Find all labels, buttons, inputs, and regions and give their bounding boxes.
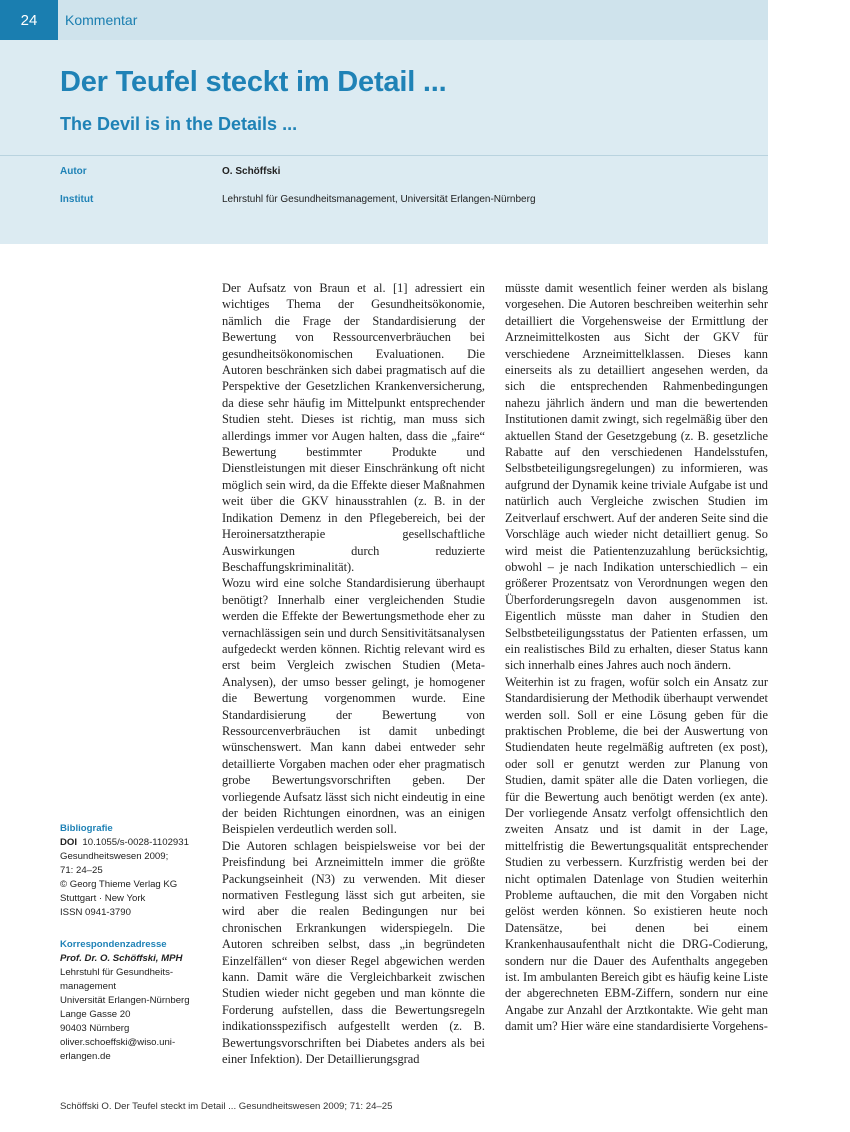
correspondence-line: Lehrstuhl für Gesundheits-	[60, 967, 174, 978]
correspondence-box	[60, 938, 210, 1064]
body-column-2	[505, 280, 768, 1035]
correspondence-line: Universität Erlangen-Nürnberg	[60, 995, 190, 1006]
author-label: Autor	[60, 166, 87, 177]
paragraph: Wozu wird eine solche Standardisierung überhaupt benötigt? Innerhalb einer vergleichenden Studie werden die Effekte der Bewertungsmethode eher zu vernachlässigen sein und durch Sensitivitätsanalysen aufgedeckt werden können. Richtig relevant wird es erst beim Vergleich zwischen Studien (Meta-Analysen), der umso besser gelingt, je homogener die Bewertung vorgenommen wurde. Eine Standardisierung der Bewertung von Ressourcenverbräuchen ist damit unbedingt wünschenswert. Man kann dabei entweder sehr detaillierte Vorgaben machen oder eher pragmatisch grobe Bewertungsvorschriften geben. Der vorliegende Aufsatz lässt sich nicht eindeutig in eine der beiden Richtungen einordnen, was an einigen Beispielen verdeutlich werden soll.	[222, 576, 485, 837]
author-name: O. Schöffski	[222, 166, 281, 177]
header-divider	[0, 155, 768, 156]
body-column-1	[222, 280, 485, 1068]
section-label: Kommentar	[65, 12, 138, 28]
doi-line	[60, 836, 210, 850]
paragraph: Der Aufsatz von Braun et al. [1] adressiert ein wichtiges Thema der Gesundheitsökonomie, nämlich die Frage der Standardisierung der Bewertung von Ressourcenverbräuchen bei gesundheitsökonomischen Evaluationen. Die Autoren beschränken sich dabei pragmatisch auf die Perspektive der Gesetzlichen Krankenversicherung, da diese sehr häufig im Mittelpunkt entsprechender Studien steht. Dieses ist richtig, man muss sich allerdings immer vor Augen halten, dass die „faire“ Bewertung bestimmter Produkte und Dienstleistungen mit dieser Einschränkung oft nicht möglich sein wird, da die Effekte dieser Maßnahmen weit über die GKV hinausstrahlen (z. B. in der Indikation Demenz in den Pflegebereich, bei der Heroinersatztherapie gesellschaftliche Auswirkungen durch reduzierte Beschaffungskriminalität).	[222, 281, 485, 574]
correspondence-heading: Korrespondenzadresse	[60, 939, 167, 950]
biblio-line: 71: 24–25	[60, 865, 103, 876]
page-number: 24	[0, 0, 58, 40]
biblio-line: Stuttgart · New York	[60, 893, 146, 904]
biblio-line: ISSN 0941-3790	[60, 907, 131, 918]
correspondence-line: management	[60, 981, 116, 992]
doi-label: DOI	[60, 837, 78, 848]
paragraph: Die Autoren schlagen beispielsweise vor bei der Preisfindung bei Arzneimitteln immer die größte Packungseinheit (N3) zu verwenden. Mit dieser normativen Festlegung lässt sich gut arbeiten, sie wird aber die realen Bedingungen nur bei chronischen Erkrankungen widerspiegeln. Die Autoren schreiben selbst, dass „in begründeten Einzelfällen“ von dieser Regel abgewichen werden kann. Damit wäre die Vergleichbarkeit zwischen Studien wieder nicht gegeben und man könnte die Forderung aufstellen, dass die Bewertungsregeln indikationsspezifisch aufgestellt werden (z. B. Bewertungsvorschriften bei Diabetes anders als bei einer Infektion). Der Detaillierungsgrad	[222, 838, 485, 1067]
footer-citation: Schöffski O. Der Teufel steckt im Detail ... Gesundheitswesen 2009; 71: 24–25	[60, 1101, 393, 1112]
correspondence-name: Prof. Dr. O. Schöffski, MPH	[60, 953, 183, 964]
biblio-line: Gesundheitswesen 2009;	[60, 851, 169, 862]
email-line[interactable]: oliver.schoeffski@wiso.uni-	[60, 1037, 176, 1048]
email-line[interactable]: erlangen.de	[60, 1051, 111, 1062]
biblio-line: © Georg Thieme Verlag KG	[60, 879, 178, 890]
paragraph: Weiterhin ist zu fragen, wofür solch ein Ansatz zur Standardisierung der Methodik überhaupt verwendet werden soll. Soll er eine Lösung geben für die praktischen Probleme, die bei der Auswertung von Studiendaten heute regelmäßig auftreten (ex post), oder soll er genutzt werden zur Planung von Studien, damit später alle die Daten vorliegen, die für die Bewertung auch benötigt werden (ex ante). Der vorliegende Ansatz verfolgt offensichtlich den zweiten Ansatz und ist damit in der Lage, mittelfristig die Bewertungsqualität entsprechender Studien zu verbessern. Kurzfristig werden bei der nicht optimalen Datenlage von Studien weiterhin Probleme auftauchen, die mit den Vorgaben nicht gelöst werden können. So existieren heute noch Datensätze, bei denen bei einem Krankenhausaufenthalt nicht die DRG-Codierung, sondern nur die Dauer des Aufenthalts angegeben ist. Im ambulanten Bereich gibt es häufig keine Liste der abgerechneten EBM-Ziffern, sondern nur eine Angabe zur Anzahl der Arztkontakte. Wie geht man damit um? Hier wäre eine standardisierte Vorgehens-	[505, 674, 768, 1034]
correspondence-line: Lange Gasse 20	[60, 1009, 131, 1020]
institute-name: Lehrstuhl für Gesundheitsmanagement, Universität Erlangen-Nürnberg	[222, 194, 536, 205]
institute-label: Institut	[60, 194, 94, 205]
bibliography-heading: Bibliografie	[60, 823, 113, 834]
correspondence-line: 90403 Nürnberg	[60, 1023, 130, 1034]
bibliography-box	[60, 822, 210, 920]
paragraph: müsste damit wesentlich feiner werden als bislang vorgesehen. Die Autoren beschreiben weiterhin sehr detailliert die Vorgehensweise der Ermittlung der Arzneimittelkosten aus Sicht der GKV für verschiedene Arzneimittelklassen. Dieses kann einerseits als zu detailliert angesehen werden, da sich die entsprechenden Rahmenbedingungen nahezu jährlich ändern und man die bewertenden Institutionen damit zwingt, sich regelmäßig über den aktuellen Stand der Gesetzgebung (z. B. gesetzliche Rabatte auf den verschiedenen Handelsstufen, Selbstbeteiligungsregelungen) zu informieren, was aufgrund der Dynamik keine triviale Aufgabe ist und natürlich auch Vergleiche zwischen Studien im Zeitverlauf erschwert. Auf der anderen Seite sind die Vorschläge auch wieder nicht detailliert genug. So wird meist die Patientenzuzahlung berücksichtig, obwohl – je nach Indikation unterschiedlich – ein größerer Prozentsatz von Verordnungen wegen den Überforderungsregeln davon ausgenommen ist. Eigentlich müsste man daher in Studien den Selbstbeteiligungsstatus der Patienten erfassen, um ein realistisches Bild zu erhalten, dieser Status kann sich innerhalb eines Jahres auch noch ändern.	[505, 281, 768, 673]
article-title: Der Teufel steckt im Detail ...	[60, 66, 447, 98]
article-subtitle: The Devil is in the Details ...	[60, 114, 298, 134]
doi-value: 10.1055/s-0028-1102931	[82, 837, 189, 848]
